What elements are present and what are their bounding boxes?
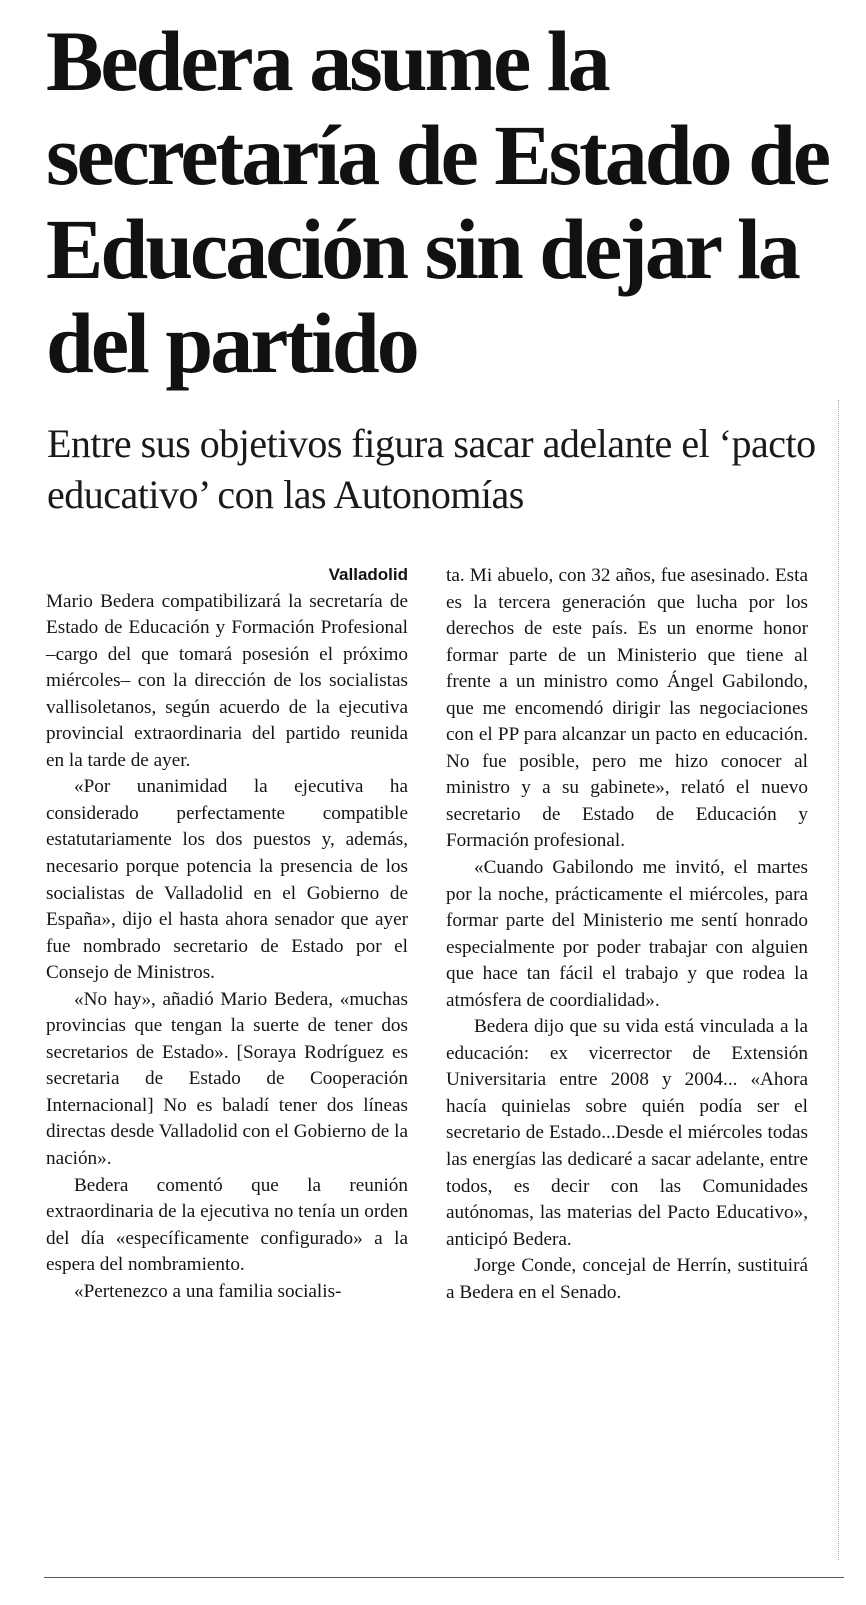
- paragraph: ta. Mi abuelo, con 32 años, fue asesinado. Esta es la tercera generación que lucha por los derechos de este país. Es un enorme honor formar parte de un Ministerio que tiene al frente a un ministro como Ángel Gabilondo, que me encomendó dirigir las negociaciones con el PP para alcanzar un pacto en educación. No fue posible, pero me hizo conocer al ministro y a su gabinete», relató el nuevo secretario de Estado de Educación y Formación profesional.: [446, 565, 808, 852]
- paragraph: «Por unanimidad la ejecutiva ha considerado perfectamente compatible estatutariamente los dos puestos y, además, necesario porque potencia la presencia de los socialistas de Valladolid en el Gobierno de España», dijo el hasta ahora senador que ayer fue nombrado secretario de Estado por el Consejo de Ministros.: [46, 776, 408, 984]
- paragraph: «Pertenezco a una familia socialis-: [74, 1280, 342, 1302]
- paragraph: «No hay», añadió Mario Bedera, «muchas provincias que tengan la suerte de tener dos secretarios de Estado». [Soraya Rodríguez es secretaria de Estado de Cooperación Internacional] No es baladí tener dos líneas directas desde Valladolid con el Gobierno de la nación».: [46, 988, 408, 1170]
- paragraph: Bedera comentó que la reunión extraordinaria de la ejecutiva no tenía un orden del día «específicamente configurado» a la espera del nombramiento.: [46, 1174, 408, 1276]
- article-column-right: [446, 563, 808, 1306]
- paragraph: «Cuando Gabilondo me invitó, el martes por la noche, prácticamente el miércoles, para formar parte del Ministerio me sentí honrado especialmente por poder trabajar con alguien que hace tan fácil el trabajo y que rodea la atmósfera de coordialidad».: [446, 857, 808, 1011]
- subheadline: Entre sus objetivos figura sacar adelante el ‘pacto educativo’ con las Autonomías: [47, 421, 816, 517]
- paragraph: Mario Bedera compatibilizará la secretaría de Estado de Educación y Formación Profesional –cargo del que tomará posesión el próximo miércoles– con la dirección de los socialistas vallisoletanos, según acuerdo de la ejecutiva provincial extraordinaria del partido reunida en la tarde de ayer.: [46, 590, 408, 771]
- paragraph: Bedera dijo que su vida está vinculada a la educación: ex vicerrector de Extensión Universitaria entre 2008 y 2004... «Ahora hacía quinielas sobre quién podía ser el secretario de Estado...Desde el miércoles todas las energías las dedicaré a sacar adelante, entre todos, es decir con las Comunidades autónomas, las materias del Pacto Educativo», anticipó Bedera.: [446, 1016, 808, 1250]
- paragraph: Jorge Conde, concejal de Herrín, sustituirá a Bedera en el Senado.: [446, 1255, 808, 1303]
- headline: Bedera asume la secretaría de Estado de Educación sin dejar la del partido: [46, 13, 829, 391]
- dateline: Valladolid: [328, 565, 408, 584]
- bottom-rule: [44, 1577, 844, 1578]
- column-edge-rule: [838, 400, 839, 1560]
- article-column-left: [46, 562, 408, 1305]
